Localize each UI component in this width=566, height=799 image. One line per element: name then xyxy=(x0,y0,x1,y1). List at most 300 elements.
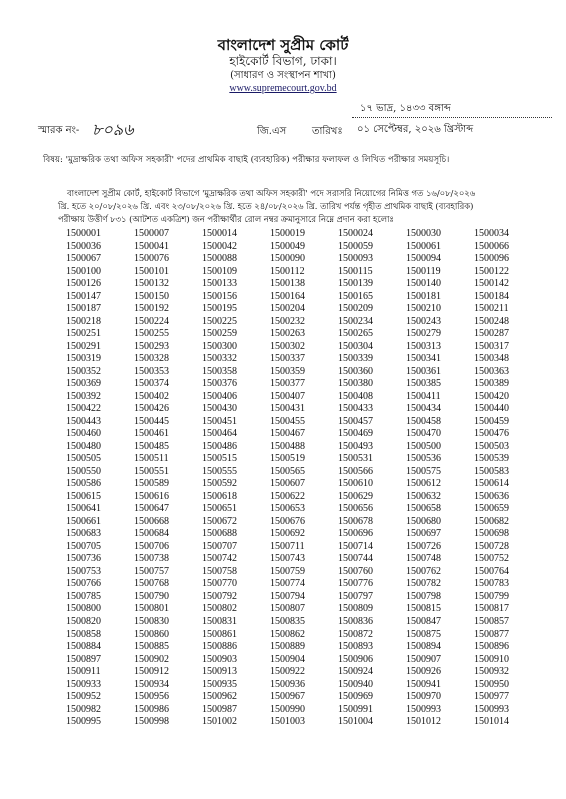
section-code: জি.এস xyxy=(257,126,287,137)
roll-number-cell: 1500511 xyxy=(134,453,169,465)
roll-number-cell: 1500952 xyxy=(66,691,101,703)
table-row xyxy=(66,241,542,254)
roll-number-cell: 1500551 xyxy=(134,465,169,477)
roll-number-cell: 1500100 xyxy=(66,265,101,277)
roll-number-cell: 1500993 xyxy=(474,703,509,715)
roll-number-cell: 1500210 xyxy=(406,303,441,315)
roll-number-cell: 1500636 xyxy=(474,490,509,502)
roll-number-cell: 1500589 xyxy=(134,478,169,490)
roll-number-cell: 1500500 xyxy=(406,440,441,452)
table-row xyxy=(66,416,542,429)
roll-number-cell: 1500313 xyxy=(406,340,441,352)
roll-number-cell: 1500612 xyxy=(406,478,441,490)
roll-number-cell: 1500485 xyxy=(134,440,169,452)
roll-number-cell: 1500265 xyxy=(338,328,373,340)
roll-number-cell: 1500586 xyxy=(66,478,101,490)
memo-number: ৮০৯৬ xyxy=(92,120,134,139)
roll-number-cell: 1500328 xyxy=(134,353,169,365)
roll-number-cell: 1500896 xyxy=(474,641,509,653)
roll-number-cell: 1501002 xyxy=(202,716,237,728)
roll-number-cell: 1500369 xyxy=(66,378,101,390)
roll-number-cell: 1500752 xyxy=(474,553,509,565)
roll-number-cell: 1500440 xyxy=(474,403,509,415)
roll-number-cell: 1500764 xyxy=(474,565,509,577)
roll-number-cell: 1500995 xyxy=(66,716,101,728)
roll-number-cell: 1500877 xyxy=(474,628,509,640)
roll-number-cell: 1500706 xyxy=(134,540,169,552)
roll-number-cell: 1500024 xyxy=(338,228,373,239)
roll-number-cell: 1500434 xyxy=(406,403,441,415)
body-text-line: পরীক্ষায় উত্তীর্ণ ৮৩১ (আটশত একত্রিশ) জন পরীক্ষার্থীর রোল নম্বর ক্রমানুসারে নিম্নে প্রদান করা হলোঃ xyxy=(58,214,394,224)
roll-number-cell: 1500991 xyxy=(338,703,373,715)
roll-number-cell: 1500820 xyxy=(66,615,101,627)
memo-label: স্মারক নং- xyxy=(38,125,80,136)
roll-number-cell: 1500802 xyxy=(202,603,237,615)
roll-number-cell: 1500067 xyxy=(66,253,101,265)
roll-number-cell: 1500907 xyxy=(406,653,441,665)
roll-number-cell: 1500263 xyxy=(270,328,305,340)
date-label: তারিখঃ xyxy=(312,126,343,137)
table-row xyxy=(66,654,542,667)
table-row xyxy=(66,428,542,441)
roll-number-cell: 1500041 xyxy=(134,240,169,252)
roll-number-cell: 1500007 xyxy=(134,228,169,239)
roll-number-cell: 1500376 xyxy=(202,378,237,390)
roll-number-cell: 1500835 xyxy=(270,615,305,627)
roll-number-cell: 1501003 xyxy=(270,716,305,728)
roll-number-cell: 1500259 xyxy=(202,328,237,340)
roll-number-cell: 1501014 xyxy=(474,716,509,728)
roll-number-cell: 1500676 xyxy=(270,515,305,527)
roll-number-cell: 1500651 xyxy=(202,503,237,515)
roll-number-cell: 1500753 xyxy=(66,565,101,577)
roll-number-cell: 1500857 xyxy=(474,615,509,627)
roll-number-cell: 1500339 xyxy=(338,353,373,365)
roll-number-cell: 1500380 xyxy=(338,378,373,390)
roll-number-cell: 1500565 xyxy=(270,465,305,477)
roll-number-cell: 1500911 xyxy=(66,666,101,678)
table-row xyxy=(66,478,542,491)
roll-number-cell: 1500653 xyxy=(270,503,305,515)
table-row xyxy=(66,466,542,479)
roll-number-cell: 1500922 xyxy=(270,666,305,678)
roll-number-cell: 1500019 xyxy=(270,228,305,239)
roll-number-cell: 1500248 xyxy=(474,315,509,327)
roll-number-cell: 1500982 xyxy=(66,703,101,715)
roll-number-cell: 1500936 xyxy=(270,678,305,690)
table-row xyxy=(66,341,542,354)
table-row xyxy=(66,566,542,579)
roll-number-cell: 1500181 xyxy=(406,290,441,302)
roll-number-cell: 1500076 xyxy=(134,253,169,265)
roll-number-cell: 1500683 xyxy=(66,528,101,540)
roll-number-cell: 1500950 xyxy=(474,678,509,690)
roll-number-cell: 1500317 xyxy=(474,340,509,352)
roll-number-cell: 1500885 xyxy=(134,641,169,653)
roll-number-cell: 1500768 xyxy=(134,578,169,590)
roll-number-cell: 1500748 xyxy=(406,553,441,565)
roll-number-cell: 1500903 xyxy=(202,653,237,665)
roll-number-cell: 1500211 xyxy=(474,303,509,315)
table-row xyxy=(66,453,542,466)
roll-number-cell: 1500861 xyxy=(202,628,237,640)
roll-number-cell: 1500119 xyxy=(406,265,441,277)
roll-number-cell: 1500785 xyxy=(66,590,101,602)
roll-number-cell: 1500360 xyxy=(338,365,373,377)
roll-number-cell: 1500531 xyxy=(338,453,373,465)
roll-number-cell: 1500904 xyxy=(270,653,305,665)
roll-number-cell: 1500287 xyxy=(474,328,509,340)
roll-number-cell: 1500187 xyxy=(66,303,101,315)
roll-number-cell: 1500776 xyxy=(338,578,373,590)
court-name: বাংলাদেশ সুপ্রীম কোর্ট xyxy=(217,36,349,54)
roll-number-cell: 1500629 xyxy=(338,490,373,502)
roll-number-cell: 1500860 xyxy=(134,628,169,640)
roll-number-cell: 1500353 xyxy=(134,365,169,377)
roll-number-cell: 1500359 xyxy=(270,365,305,377)
roll-number-cell: 1500374 xyxy=(134,378,169,390)
table-row xyxy=(66,353,542,366)
roll-number-cell: 1500443 xyxy=(66,415,101,427)
roll-number-cell: 1500486 xyxy=(202,440,237,452)
roll-number-cell: 1500697 xyxy=(406,528,441,540)
roll-number-cell: 1500705 xyxy=(66,540,101,552)
roll-number-table xyxy=(66,228,542,729)
roll-number-cell: 1500406 xyxy=(202,390,237,402)
roll-number-cell: 1500967 xyxy=(270,691,305,703)
roll-number-cell: 1500455 xyxy=(270,415,305,427)
roll-number-cell: 1500445 xyxy=(134,415,169,427)
roll-number-cell: 1500726 xyxy=(406,540,441,552)
roll-number-cell: 1500672 xyxy=(202,515,237,527)
roll-number-cell: 1500332 xyxy=(202,353,237,365)
roll-number-cell: 1500906 xyxy=(338,653,373,665)
roll-number-cell: 1500893 xyxy=(338,641,373,653)
roll-number-cell: 1500969 xyxy=(338,691,373,703)
roll-number-cell: 1500797 xyxy=(338,590,373,602)
roll-number-cell: 1500420 xyxy=(474,390,509,402)
table-row xyxy=(66,629,542,642)
roll-number-cell: 1500225 xyxy=(202,315,237,327)
roll-number-cell: 1500279 xyxy=(406,328,441,340)
roll-number-cell: 1500757 xyxy=(134,565,169,577)
roll-number-cell: 1500480 xyxy=(66,440,101,452)
roll-number-cell: 1500912 xyxy=(134,666,169,678)
roll-number-cell: 1500774 xyxy=(270,578,305,590)
roll-number-cell: 1500897 xyxy=(66,653,101,665)
roll-number-cell: 1500066 xyxy=(474,240,509,252)
roll-number-cell: 1500036 xyxy=(66,240,101,252)
roll-number-cell: 1500622 xyxy=(270,490,305,502)
roll-number-cell: 1500251 xyxy=(66,328,101,340)
roll-number-cell: 1500616 xyxy=(134,490,169,502)
roll-number-cell: 1500934 xyxy=(134,678,169,690)
roll-number-cell: 1500363 xyxy=(474,365,509,377)
roll-number-cell: 1500291 xyxy=(66,340,101,352)
roll-number-cell: 1500759 xyxy=(270,565,305,577)
roll-number-cell: 1500164 xyxy=(270,290,305,302)
roll-number-cell: 1500536 xyxy=(406,453,441,465)
roll-number-cell: 1500126 xyxy=(66,278,101,290)
roll-number-cell: 1500862 xyxy=(270,628,305,640)
roll-number-cell: 1500696 xyxy=(338,528,373,540)
roll-number-cell: 1500659 xyxy=(474,503,509,515)
roll-number-cell: 1500610 xyxy=(338,478,373,490)
roll-number-cell: 1500817 xyxy=(474,603,509,615)
roll-number-cell: 1500348 xyxy=(474,353,509,365)
roll-number-cell: 1500566 xyxy=(338,465,373,477)
roll-number-cell: 1500096 xyxy=(474,253,509,265)
roll-number-cell: 1500894 xyxy=(406,641,441,653)
roll-number-cell: 1500990 xyxy=(270,703,305,715)
roll-number-cell: 1500932 xyxy=(474,666,509,678)
roll-number-cell: 1500224 xyxy=(134,315,169,327)
table-row xyxy=(66,704,542,717)
roll-number-cell: 1500831 xyxy=(202,615,237,627)
roll-number-cell: 1500836 xyxy=(338,615,373,627)
roll-number-cell: 1500790 xyxy=(134,590,169,602)
roll-number-cell: 1500801 xyxy=(134,603,169,615)
roll-number-cell: 1500910 xyxy=(474,653,509,665)
roll-number-cell: 1500539 xyxy=(474,453,509,465)
table-row xyxy=(66,641,542,654)
roll-number-cell: 1500493 xyxy=(338,440,373,452)
roll-number-cell: 1500743 xyxy=(270,553,305,565)
roll-number-cell: 1500457 xyxy=(338,415,373,427)
table-row xyxy=(66,578,542,591)
roll-number-cell: 1500014 xyxy=(202,228,237,239)
roll-number-cell: 1500430 xyxy=(202,403,237,415)
roll-number-cell: 1500742 xyxy=(202,553,237,565)
roll-number-cell: 1500815 xyxy=(406,603,441,615)
roll-number-cell: 1500140 xyxy=(406,278,441,290)
roll-number-cell: 1500093 xyxy=(338,253,373,265)
roll-number-cell: 1500451 xyxy=(202,415,237,427)
roll-number-cell: 1500935 xyxy=(202,678,237,690)
roll-number-cell: 1500319 xyxy=(66,353,101,365)
roll-number-cell: 1500204 xyxy=(270,303,305,315)
roll-number-cell: 1500402 xyxy=(134,390,169,402)
roll-number-cell: 1501012 xyxy=(406,716,441,728)
roll-number-cell: 1500341 xyxy=(406,353,441,365)
roll-number-cell: 1500875 xyxy=(406,628,441,640)
roll-number-table-body xyxy=(66,228,542,729)
roll-number-cell: 1500001 xyxy=(66,228,101,239)
roll-number-cell: 1500195 xyxy=(202,303,237,315)
roll-number-cell: 1500977 xyxy=(474,691,509,703)
roll-number-cell: 1500615 xyxy=(66,490,101,502)
roll-number-cell: 1500783 xyxy=(474,578,509,590)
roll-number-cell: 1500464 xyxy=(202,428,237,440)
table-row xyxy=(66,403,542,416)
roll-number-cell: 1500408 xyxy=(338,390,373,402)
roll-number-cell: 1500293 xyxy=(134,340,169,352)
roll-number-cell: 1500255 xyxy=(134,328,169,340)
roll-number-cell: 1500847 xyxy=(406,615,441,627)
roll-number-cell: 1500738 xyxy=(134,553,169,565)
roll-number-cell: 1500030 xyxy=(406,228,441,239)
roll-number-cell: 1500614 xyxy=(474,478,509,490)
table-row xyxy=(66,303,542,316)
roll-number-cell: 1500762 xyxy=(406,565,441,577)
table-row xyxy=(66,366,542,379)
roll-number-cell: 1500680 xyxy=(406,515,441,527)
branch-name: (সাধারণ ও সংস্থাপন শাখা) xyxy=(230,70,336,81)
roll-number-cell: 1500884 xyxy=(66,641,101,653)
roll-number-cell: 1500987 xyxy=(202,703,237,715)
division-name: হাইকোর্ট বিভাগ, ঢাকা। xyxy=(229,54,337,68)
roll-number-cell: 1500656 xyxy=(338,503,373,515)
roll-number-cell: 1500184 xyxy=(474,290,509,302)
roll-number-cell: 1500794 xyxy=(270,590,305,602)
roll-number-cell: 1500407 xyxy=(270,390,305,402)
roll-number-cell: 1500461 xyxy=(134,428,169,440)
roll-number-cell: 1500682 xyxy=(474,515,509,527)
body-text-line: খ্রি. হতে ২০/০৮/২০২৬ খ্রি. এবং ২৩/০৮/২০২৬ খ্রি. হতে ২৪/০৮/২০২৬ খ্রি. তারিখ পর্যন্ত গৃহীত প্রাথমিক বাছাই (ব্যবহারিক) xyxy=(58,201,474,211)
roll-number-cell: 1500192 xyxy=(134,303,169,315)
roll-number-cell: 1500122 xyxy=(474,265,509,277)
roll-number-cell: 1500583 xyxy=(474,465,509,477)
roll-number-cell: 1500459 xyxy=(474,415,509,427)
roll-number-cell: 1500519 xyxy=(270,453,305,465)
table-row xyxy=(66,591,542,604)
roll-number-cell: 1500411 xyxy=(406,390,441,402)
roll-number-cell: 1500926 xyxy=(406,666,441,678)
roll-number-cell: 1500433 xyxy=(338,403,373,415)
roll-number-cell: 1500956 xyxy=(134,691,169,703)
roll-number-cell: 1500234 xyxy=(338,315,373,327)
roll-number-cell: 1500377 xyxy=(270,378,305,390)
roll-number-cell: 1500858 xyxy=(66,628,101,640)
roll-number-cell: 1500458 xyxy=(406,415,441,427)
roll-number-cell: 1500515 xyxy=(202,453,237,465)
roll-number-cell: 1500678 xyxy=(338,515,373,527)
roll-number-cell: 1500460 xyxy=(66,428,101,440)
subject-line: বিষয়: 'মুদ্রাক্ষরিক তথা অফিস সহকারী' পদের প্রাথমিক বাছাই (ব্যবহারিক) পরীক্ষার ফলাফল ও লিখিত পরীক্ষার সময়সূচি। xyxy=(43,155,450,165)
table-row xyxy=(66,553,542,566)
roll-number-cell: 1501004 xyxy=(338,716,373,728)
roll-number-cell: 1500575 xyxy=(406,465,441,477)
roll-number-cell: 1500886 xyxy=(202,641,237,653)
roll-number-cell: 1500941 xyxy=(406,678,441,690)
roll-number-cell: 1500147 xyxy=(66,290,101,302)
roll-number-cell: 1500090 xyxy=(270,253,305,265)
roll-number-cell: 1500165 xyxy=(338,290,373,302)
roll-number-cell: 1500807 xyxy=(270,603,305,615)
roll-number-cell: 1500993 xyxy=(406,703,441,715)
roll-number-cell: 1500302 xyxy=(270,340,305,352)
roll-number-cell: 1500550 xyxy=(66,465,101,477)
roll-number-cell: 1500138 xyxy=(270,278,305,290)
roll-number-cell: 1500902 xyxy=(134,653,169,665)
table-row xyxy=(66,691,542,704)
roll-number-cell: 1500034 xyxy=(474,228,509,239)
roll-number-cell: 1500698 xyxy=(474,528,509,540)
roll-number-cell: 1500940 xyxy=(338,678,373,690)
roll-number-cell: 1500422 xyxy=(66,403,101,415)
roll-number-cell: 1500476 xyxy=(474,428,509,440)
roll-number-cell: 1500632 xyxy=(406,490,441,502)
roll-number-cell: 1500352 xyxy=(66,365,101,377)
table-row xyxy=(66,716,542,729)
roll-number-cell: 1500758 xyxy=(202,565,237,577)
roll-number-cell: 1500337 xyxy=(270,353,305,365)
date-bangla: ১৭ ভাদ্র, ১৪৩৩ বঙ্গাব্দ xyxy=(360,103,451,114)
roll-number-cell: 1500728 xyxy=(474,540,509,552)
roll-number-cell: 1500798 xyxy=(406,590,441,602)
table-row xyxy=(66,291,542,304)
roll-number-cell: 1500300 xyxy=(202,340,237,352)
roll-number-cell: 1500782 xyxy=(406,578,441,590)
table-row xyxy=(66,616,542,629)
table-row xyxy=(66,253,542,266)
roll-number-cell: 1500711 xyxy=(270,540,305,552)
roll-number-cell: 1500641 xyxy=(66,503,101,515)
roll-number-cell: 1500088 xyxy=(202,253,237,265)
roll-number-cell: 1500607 xyxy=(270,478,305,490)
roll-number-cell: 1500503 xyxy=(474,440,509,452)
table-row xyxy=(66,541,542,554)
roll-number-cell: 1500889 xyxy=(270,641,305,653)
table-row xyxy=(66,528,542,541)
table-row xyxy=(66,378,542,391)
roll-number-cell: 1500661 xyxy=(66,515,101,527)
roll-number-cell: 1500469 xyxy=(338,428,373,440)
table-row xyxy=(66,603,542,616)
roll-number-cell: 1500809 xyxy=(338,603,373,615)
roll-number-cell: 1500132 xyxy=(134,278,169,290)
roll-number-cell: 1500059 xyxy=(338,240,373,252)
roll-number-cell: 1500688 xyxy=(202,528,237,540)
roll-number-cell: 1500243 xyxy=(406,315,441,327)
roll-number-cell: 1500358 xyxy=(202,365,237,377)
roll-number-cell: 1500385 xyxy=(406,378,441,390)
roll-number-cell: 1500766 xyxy=(66,578,101,590)
roll-number-cell: 1500872 xyxy=(338,628,373,640)
table-row xyxy=(66,666,542,679)
roll-number-cell: 1500112 xyxy=(270,265,305,277)
roll-number-cell: 1500467 xyxy=(270,428,305,440)
roll-number-cell: 1500142 xyxy=(474,278,509,290)
table-row xyxy=(66,516,542,529)
roll-number-cell: 1500218 xyxy=(66,315,101,327)
roll-number-cell: 1500658 xyxy=(406,503,441,515)
roll-number-cell: 1500770 xyxy=(202,578,237,590)
table-row xyxy=(66,679,542,692)
roll-number-cell: 1500061 xyxy=(406,240,441,252)
table-row xyxy=(66,266,542,279)
roll-number-cell: 1500555 xyxy=(202,465,237,477)
date-english: ০১ সেপ্টেম্বর, ২০২৬ খ্রিস্টাব্দ xyxy=(357,124,474,135)
roll-number-cell: 1500924 xyxy=(338,666,373,678)
roll-number-cell: 1500592 xyxy=(202,478,237,490)
roll-number-cell: 1500998 xyxy=(134,716,169,728)
table-row xyxy=(66,441,542,454)
table-row xyxy=(66,503,542,516)
roll-number-cell: 1500714 xyxy=(338,540,373,552)
roll-number-cell: 1500133 xyxy=(202,278,237,290)
roll-number-cell: 1500913 xyxy=(202,666,237,678)
website-link[interactable]: www.supremecourt.gov.bd xyxy=(229,83,337,94)
roll-number-cell: 1500736 xyxy=(66,553,101,565)
roll-number-cell: 1500647 xyxy=(134,503,169,515)
roll-number-cell: 1500109 xyxy=(202,265,237,277)
roll-number-cell: 1500744 xyxy=(338,553,373,565)
roll-number-cell: 1500232 xyxy=(270,315,305,327)
table-row xyxy=(66,228,542,241)
roll-number-cell: 1500505 xyxy=(66,453,101,465)
roll-number-cell: 1500470 xyxy=(406,428,441,440)
